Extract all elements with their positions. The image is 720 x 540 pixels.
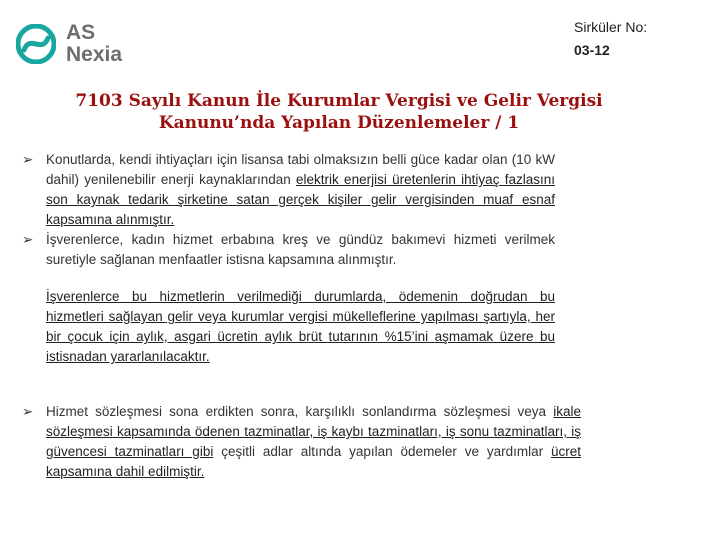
title-line2: Kanunu’nda Yapılan Düzenlemeler / 1 — [158, 113, 520, 133]
bullet-3-text1: Hizmet sözleşmesi sona erdikten sonra, karşılıklı sonlandırma sözleşmesi veya — [46, 404, 554, 419]
bullet-2-text: İşverenlerce, kadın hizmet erbabına kreş ve gündüz bakımevi hizmeti verilmek suretiyle sağlanan menfaatler istisna kapsamına alınmıştır. — [46, 232, 555, 267]
arrow-bullet-icon: ➢ — [22, 404, 34, 419]
bullet-3-emphasis: ikale sözleşmesi kapsamında ödenen tazminatlar, iş kaybı tazminatları, iş sonu tazminatları, iş güvencesi tazminatları gibi — [46, 404, 581, 459]
title-line1: 7103 Sayılı Kanun İle Kurumlar Vergisi ve Gelir Vergisi — [75, 91, 603, 111]
bullet-list — [20, 150, 555, 270]
circular-value: 03-12 — [574, 42, 610, 58]
bullet-1-text: Konutlarda, kendi ihtiyaçları için lisansa tabi olmaksızın belli güce kadar olan (10 kW dahil) yenilenebilir enerji kaynaklarından — [46, 152, 555, 187]
childcare-paragraph: İşverenlerce bu hizmetlerin verilmediği durumlarda, ödemenin doğrudan bu hizmetleri sağlayan gelir veya kurumlar vergisi mükelleflerine yapılması şartıyla, her bir çocuk için aylık, asgari ücretin aylık brüt tutarının %15’ini aşmamak üzere bu istisnadan yararlanılacaktır. — [46, 289, 555, 364]
circular-label: Sirküler No: — [574, 19, 648, 35]
bullet-item-2 — [20, 230, 555, 270]
bullet-item-1 — [20, 150, 555, 230]
bullet-item-3 — [20, 402, 581, 482]
company-logo — [16, 22, 136, 72]
bullet-3-text2: çeşitli adlar altında yapılan ödemeler ve yardımlar — [213, 444, 551, 459]
bullet-1-emphasis: elektrik enerjisi üretenlerin ihtiyaç fazlasını son kaynak tedarik şirketine satan gerçek kişiler gelir vergisinden muaf esnaf kapsamına alınmıştır. — [46, 172, 555, 227]
logo-line2: Nexia — [66, 43, 123, 66]
arrow-bullet-icon: ➢ — [22, 152, 34, 167]
logo-text — [66, 22, 122, 66]
circular-number — [574, 16, 647, 62]
page-title — [40, 90, 638, 134]
arrow-bullet-icon: ➢ — [22, 232, 34, 247]
logo-line1: AS — [66, 21, 96, 44]
nexia-logo-icon — [16, 24, 56, 64]
bullet-3-emphasis2: ücret kapsamına dahil edilmiştir. — [46, 444, 581, 479]
